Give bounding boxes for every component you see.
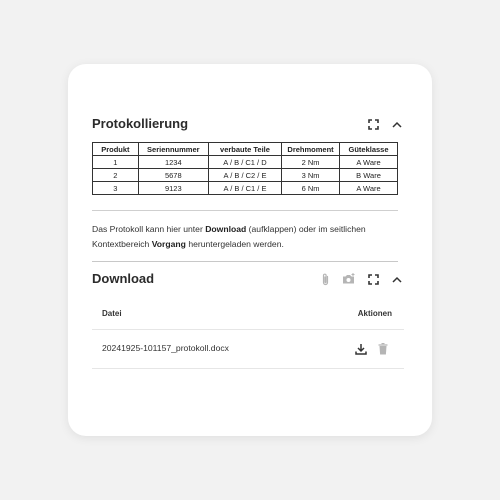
- table-cell: B Ware: [340, 169, 398, 182]
- info-text-part: (aufklappen) oder im seitlichen Kontextbereich: [92, 224, 366, 249]
- chevron-up-icon[interactable]: [390, 117, 404, 131]
- info-download-emphasis: Download: [205, 224, 247, 234]
- section-divider: [92, 261, 398, 262]
- info-vorgang-emphasis: Vorgang: [151, 239, 186, 249]
- table-cell: A / B / C1 / D: [208, 156, 281, 169]
- info-text-part: heruntergeladen werden.: [185, 239, 284, 249]
- trash-icon[interactable]: [376, 342, 390, 356]
- column-header: Drehmoment: [282, 143, 340, 156]
- protocol-header-actions: [366, 116, 404, 132]
- table-cell: A Ware: [340, 182, 398, 195]
- panel-card: [68, 64, 432, 436]
- protocol-info-text: [92, 222, 404, 252]
- column-header: Seriennummer: [138, 143, 208, 156]
- row-actions: [354, 342, 390, 356]
- protocol-table-header-row: [93, 143, 398, 156]
- column-header-actions: Aktionen: [357, 309, 392, 318]
- table-cell: 9123: [138, 182, 208, 195]
- download-table-header: [92, 299, 404, 329]
- table-cell: 1234: [138, 156, 208, 169]
- chevron-up-icon[interactable]: [390, 272, 404, 286]
- info-text-part: Das Protokoll kann hier unter: [92, 224, 206, 234]
- section-divider: [92, 210, 398, 211]
- fullscreen-icon[interactable]: [366, 272, 380, 286]
- protocol-table: [92, 142, 398, 195]
- table-cell: 1: [93, 156, 139, 169]
- file-name[interactable]: 20241925-101157_protokoll.docx: [102, 343, 229, 353]
- table-row: [93, 156, 398, 169]
- table-cell: 3: [93, 182, 139, 195]
- table-cell: 3 Nm: [282, 169, 340, 182]
- table-cell: 2 Nm: [282, 156, 340, 169]
- table-cell: 5678: [138, 169, 208, 182]
- protocol-title: Protokollierung: [92, 116, 189, 131]
- column-header: verbaute Teile: [208, 143, 281, 156]
- column-header-file: Datei: [102, 309, 122, 318]
- paperclip-icon[interactable]: [318, 272, 332, 286]
- download-title: Download: [92, 271, 155, 286]
- download-header: [92, 269, 404, 289]
- table-row: [92, 329, 404, 369]
- fullscreen-icon[interactable]: [366, 117, 380, 131]
- download-icon[interactable]: [354, 342, 368, 356]
- table-cell: A Ware: [340, 156, 398, 169]
- table-cell: A / B / C1 / E: [208, 182, 281, 195]
- table-cell: 2: [93, 169, 139, 182]
- column-header: Güteklasse: [340, 143, 398, 156]
- table-cell: 6 Nm: [282, 182, 340, 195]
- protocol-header: [92, 114, 404, 134]
- camera-add-icon[interactable]: [342, 272, 356, 286]
- table-row: [93, 182, 398, 195]
- download-header-actions: [318, 271, 404, 287]
- table-cell: A / B / C2 / E: [208, 169, 281, 182]
- column-header: Produkt: [93, 143, 139, 156]
- table-row: [93, 169, 398, 182]
